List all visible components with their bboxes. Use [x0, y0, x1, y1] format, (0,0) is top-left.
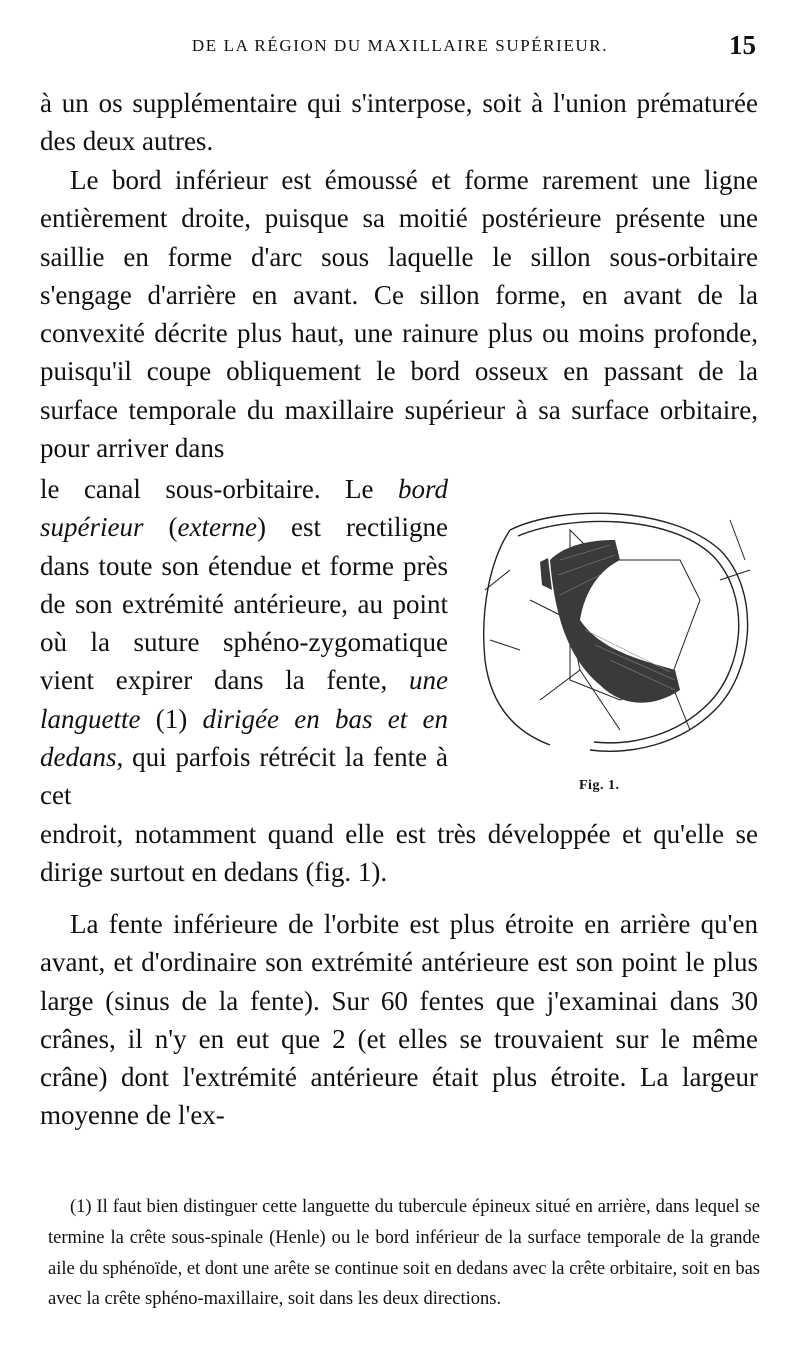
paragraph-2-continuation: endroit, notamment quand elle est très développée et qu'elle se dirige surtout en dedans (fig. 1).: [40, 819, 758, 888]
footnote: (1) Il faut bien distinguer cette languette du tubercule épineux situé en arrière, dans lequel se termine la crête sous-spinale (Henle) ou le bord inférieur de la surface temporale de la grande aile du sphénoïde, et dont une arête se continue soit en dedans avec la crête orbitaire, soit en bas avec la crête sphéno-maxillaire, soit dans les deux directions.: [48, 1197, 760, 1310]
wrap-text: le canal sous-orbitaire. Le: [40, 474, 398, 504]
running-title: DE LA RÉGION DU MAXILLAIRE SUPÉRIEUR.: [191, 36, 609, 55]
term-dirigee: dirigée en bas et en dedans: [40, 703, 448, 773]
wrap-text: (: [143, 512, 178, 543]
paragraph-3: La fente inférieure de l'orbite est plus étroite en arrière qu'en avant, et d'ordinaire son extrémité antérieure est son point le plus large (sinus de la fente). Sur 60 fentes que j'examinai dans 30 crânes, il n'y en eut que 2 (et elles se trouvaient sur le même crâne) dont l'extrémité antérieure était plus étroite. La largeur moyenne de l'ex-: [40, 909, 758, 1131]
footnote-ref: (1): [140, 703, 203, 734]
paragraph-2: Le bord inférieur est émoussé et forme rarement une ligne entièrement droite, puisque sa moitié postérieure présente une saillie en forme d'arc sous laquelle le sillon sous-orbitaire s'engage d'arrière en avant. Ce sillon forme, en avant de la convexité décrite plus haut, une rainure plus ou moins profonde, puisqu'il coupe obliquement le bord osseux en passant de la surface temporale du maxillaire supérieur à sa surface orbitaire, pour arriver dans: [40, 165, 758, 464]
wrap-text: ) est rectiligne dans toute son étendue et forme près de son extrémité antérieure, au point où la suture sphéno-zygomatique vient expirer dans la fente,: [40, 512, 448, 696]
term-externe: externe: [177, 512, 257, 543]
wrap-text: , qui parfois rétrécit la fente à cet: [40, 742, 448, 811]
wrapped-text-beside-figure: [40, 470, 448, 815]
term-bord-superieur: bord supérieur: [40, 474, 448, 543]
page-number: 15: [729, 30, 756, 60]
term-languette: une languette: [40, 665, 448, 734]
paragraph-1: à un os supplémentaire qui s'interpose, soit à l'union prématurée des deux autres.: [40, 88, 758, 157]
orbit-engraving-illustration: [470, 500, 770, 770]
figure-caption: Fig. 1.: [579, 778, 620, 793]
